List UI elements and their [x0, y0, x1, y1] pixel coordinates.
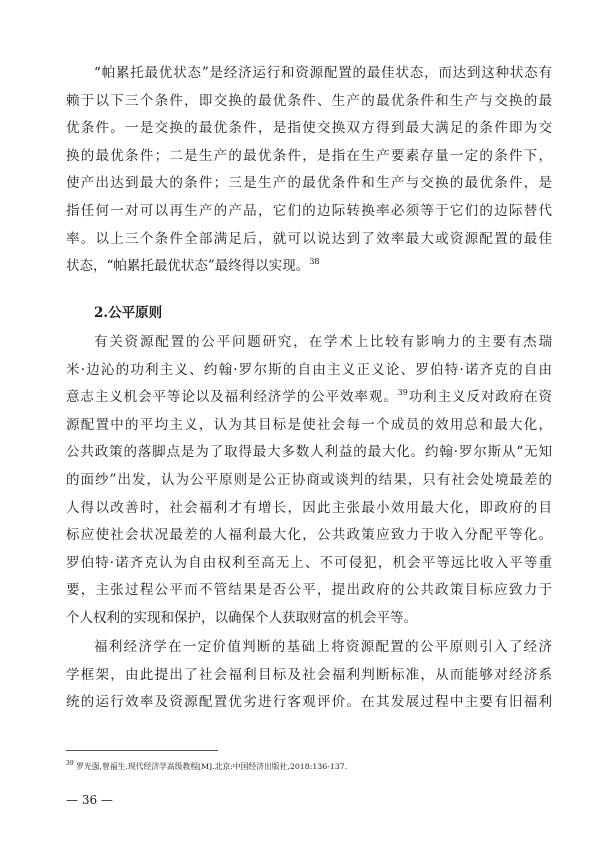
- text-run: 意志主义机会平等论以及福利经济学的公平效率观。: [66, 389, 398, 406]
- text-line: 福利经济学在一定价值判断的基础上将资源配置的公平原则引入了经济: [94, 639, 552, 655]
- text-line: 学框架，由此提出了社会福利目标及社会福利判断标准，从而能够对经济系: [66, 666, 552, 683]
- text-line: 人得以改善时，社会福利才有增长，因此主张最小效用最大化，即政府的目: [66, 499, 552, 516]
- text-line: 赖于以下三个条件，即交换的最优条件、生产的最优条件和生产与交换的最: [66, 92, 552, 109]
- text-line: 米·边沁的功利主义、约翰·罗尔斯的自由主义正义论、罗伯特·诺齐克的自由: [66, 361, 552, 378]
- text-line: 率。以上三个条件全部满足后，就可以说达到了效率最大或资源配置的最佳: [66, 230, 552, 247]
- text-line: [66, 384, 552, 412]
- text-line: 使产出达到最大的条件；三是生产的最优条件和生产与交换的最优条件，是: [66, 175, 552, 192]
- section-heading: 2.公平原则: [94, 305, 163, 321]
- paragraph-pareto-optimal: [66, 60, 552, 281]
- footnote-divider: [66, 750, 218, 751]
- text-run: 功利主义反对政府在资: [407, 389, 553, 406]
- footnote-number: 39: [66, 760, 74, 767]
- footnote-ref-39[interactable]: 39: [397, 388, 408, 398]
- footnote: [66, 761, 552, 773]
- text-line: 罗伯特·诺齐克认为自由权利至高无上、不可侵犯，机会平等远比收入平等重: [66, 554, 552, 571]
- text-line: 有关资源配置的公平问题研究，在学术上比较有影响力的主要有杰瑞: [94, 334, 552, 350]
- text-line-last: [66, 253, 552, 281]
- text-line: 要，主张过程公平而不管结果是否公平，提出政府的公共政策目标应致力于: [66, 582, 552, 599]
- text-line: 优条件。一是交换的最优条件，是指使交换双方得到最大满足的条件即为交: [66, 120, 552, 137]
- paragraph-welfare-economics: [66, 634, 552, 717]
- footnote-ref-38[interactable]: 38: [309, 257, 320, 267]
- text-line: 的面纱”出发，认为公平原则是公正协商或谈判的结果，只有社会处境最差的: [66, 471, 552, 488]
- text-line: 统的运行效率及资源配置优劣进行客观评价。在其发展过程中主要有旧福利: [66, 694, 552, 711]
- text-line: 指任何一对可以再生产的产品，它们的边际转换率必须等于它们的边际替代: [66, 202, 552, 219]
- footnote-text: 罗光强,曾福生.现代经济学高级教程[M].北京:中国经济出版社,2018:136-137.: [76, 762, 348, 771]
- text-run: 状态，“帕累托最优状态”最终得以实现。: [66, 258, 310, 275]
- text-line: 公共政策的落脚点是为了取得最大多数人利益的最大化。约翰·罗尔斯从“无知: [66, 444, 552, 461]
- text-line: 换的最优条件；二是生产的最优条件，是指在生产要素存量一定的条件下，: [66, 147, 552, 164]
- text-line: “帕累托最优状态”是经济运行和资源配置的最佳状态，而达到这种状态有: [94, 65, 552, 81]
- page-number: — 36 —: [66, 793, 113, 807]
- text-line-last: 个人权利的实现和保护，以确保个人获取财富的机会平等。: [66, 609, 417, 626]
- paragraph-fairness-principle: [66, 329, 552, 633]
- text-line: 标应使社会状况最差的人福利最大化，公共政策应致力于收入分配平等化。: [66, 527, 552, 544]
- text-line: 源配置中的平均主义，认为其目标是使社会每一个成员的效用总和最大化，: [66, 416, 552, 433]
